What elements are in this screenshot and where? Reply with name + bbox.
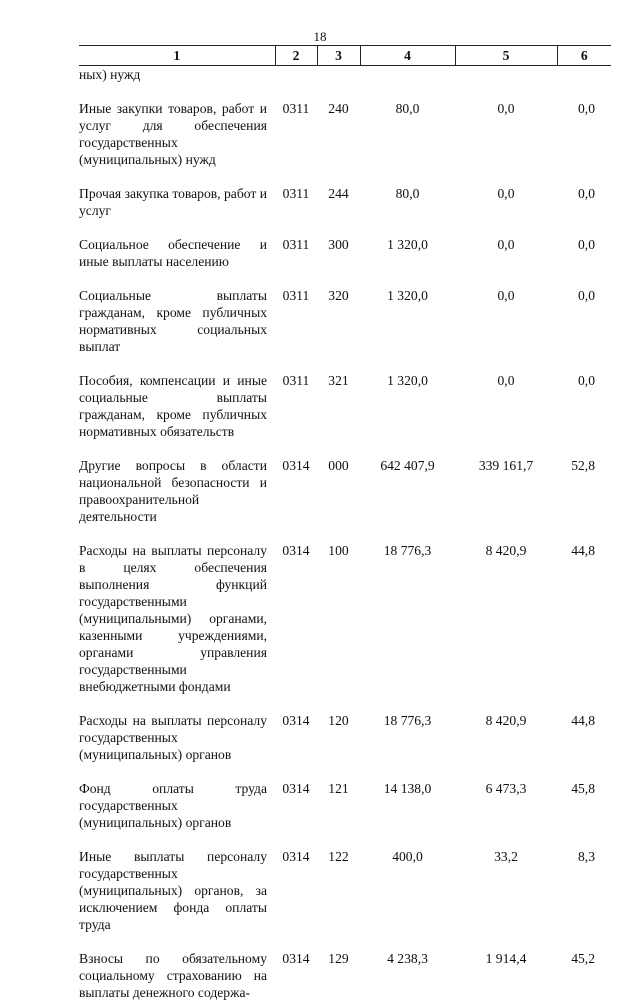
row-name: Социальное обеспечение и иные выплаты населению (79, 237, 267, 269)
row-plan: 1 320,0 (387, 373, 428, 388)
row-name: Взносы по обязательному социальному страхованию на выплаты денежного содержа- (79, 951, 267, 1000)
row-section-code: 0311 (282, 237, 310, 252)
row-name: Пособия, компенсации и иные социальные выплаты гражданам, кроме публичных нормативных обязательств (79, 373, 267, 439)
table-row (79, 763, 611, 831)
row-fact: 0,0 (497, 373, 515, 388)
row-section-code: 0311 (282, 288, 310, 303)
row-percent: 8,3 (578, 849, 595, 864)
row-fact: 339 161,7 (478, 458, 534, 473)
row-name: Иные выплаты персоналу государственных (муниципальных) органов, за исключением фонда оплаты труда (79, 849, 267, 932)
row-expense-type: 321 (328, 373, 349, 388)
table-row (79, 83, 611, 168)
row-plan: 400,0 (392, 849, 423, 864)
header-col-6: 6 (557, 46, 611, 66)
row-plan: 4 238,3 (387, 951, 428, 966)
row-expense-type: 240 (328, 101, 349, 116)
row-plan: 18 776,3 (383, 713, 432, 728)
budget-table (79, 45, 611, 1001)
table-row (79, 831, 611, 933)
row-percent: 44,8 (571, 713, 595, 728)
row-percent (557, 66, 611, 84)
row-name: ных) нужд (79, 67, 141, 82)
row-fact: 33,2 (494, 849, 518, 864)
table-row (79, 695, 611, 763)
row-percent: 0,0 (578, 288, 595, 303)
row-expense-type: 300 (328, 237, 349, 252)
header-col-5: 5 (455, 46, 557, 66)
row-fact: 8 420,9 (485, 543, 527, 558)
page-number: 18 (313, 29, 327, 44)
row-plan (360, 66, 455, 84)
row-plan: 642 407,9 (380, 458, 435, 473)
table-header-row (79, 46, 611, 66)
row-plan: 14 138,0 (383, 781, 432, 796)
row-fact: 0,0 (497, 186, 515, 201)
table-row (79, 525, 611, 695)
row-name: Другие вопросы в области национальной безопасности и правоохранительной деятельности (79, 458, 267, 524)
row-section-code: 0311 (282, 186, 310, 201)
row-name: Прочая закупка товаров, работ и услуг (79, 186, 267, 218)
row-section-code: 0314 (282, 543, 310, 558)
header-col-4: 4 (360, 46, 455, 66)
row-expense-type: 122 (328, 849, 349, 864)
table-row (79, 219, 611, 270)
row-section-code (275, 66, 317, 84)
header-col-3: 3 (317, 46, 360, 66)
row-plan: 18 776,3 (383, 543, 432, 558)
row-fact: 0,0 (497, 237, 515, 252)
row-plan: 80,0 (395, 186, 420, 201)
row-expense-type: 129 (328, 951, 349, 966)
row-name: Фонд оплаты труда государственных (муниципальных) органов (79, 781, 267, 830)
row-expense-type: 000 (328, 458, 349, 473)
row-expense-type: 100 (328, 543, 349, 558)
row-name: Социальные выплаты гражданам, кроме публичных нормативных социальных выплат (79, 288, 267, 354)
row-section-code: 0314 (282, 951, 310, 966)
row-percent: 52,8 (571, 458, 595, 473)
row-fact: 6 473,3 (485, 781, 527, 796)
table-row (79, 355, 611, 440)
row-expense-type (317, 66, 360, 84)
row-section-code: 0311 (282, 101, 310, 116)
row-fact: 0,0 (497, 288, 515, 303)
header-col-2: 2 (275, 46, 317, 66)
row-fact: 0,0 (497, 101, 515, 116)
table-row (79, 168, 611, 219)
row-section-code: 0314 (282, 713, 310, 728)
header-col-1: 1 (79, 46, 275, 66)
row-fact: 8 420,9 (485, 713, 527, 728)
row-percent: 0,0 (578, 373, 595, 388)
row-expense-type: 320 (328, 288, 349, 303)
table-row (79, 933, 611, 1001)
row-fact (455, 66, 557, 84)
row-name: Расходы на выплаты персоналу в целях обеспечения выполнения функций государственными (муниципальными) органами, казенными учреждениями, органами управления государственными внебюджетными фондами (79, 543, 267, 694)
table-row (79, 66, 611, 84)
row-fact: 1 914,4 (485, 951, 527, 966)
row-section-code: 0314 (282, 458, 310, 473)
row-section-code: 0314 (282, 849, 310, 864)
row-expense-type: 121 (328, 781, 349, 796)
row-name: Расходы на выплаты персоналу государственных (муниципальных) органов (79, 713, 267, 762)
row-plan: 1 320,0 (387, 237, 428, 252)
row-percent: 45,2 (571, 951, 595, 966)
row-plan: 80,0 (395, 101, 420, 116)
row-expense-type: 244 (328, 186, 349, 201)
row-expense-type: 120 (328, 713, 349, 728)
row-percent: 45,8 (571, 781, 595, 796)
row-plan: 1 320,0 (387, 288, 428, 303)
row-section-code: 0311 (282, 373, 310, 388)
row-percent: 0,0 (578, 101, 595, 116)
row-percent: 0,0 (578, 186, 595, 201)
table-row (79, 270, 611, 355)
row-percent: 44,8 (571, 543, 595, 558)
row-section-code: 0314 (282, 781, 310, 796)
table-row (79, 440, 611, 525)
row-percent: 0,0 (578, 237, 595, 252)
row-name: Иные закупки товаров, работ и услуг для обеспечения государственных (муниципальных) нужд (79, 101, 267, 167)
